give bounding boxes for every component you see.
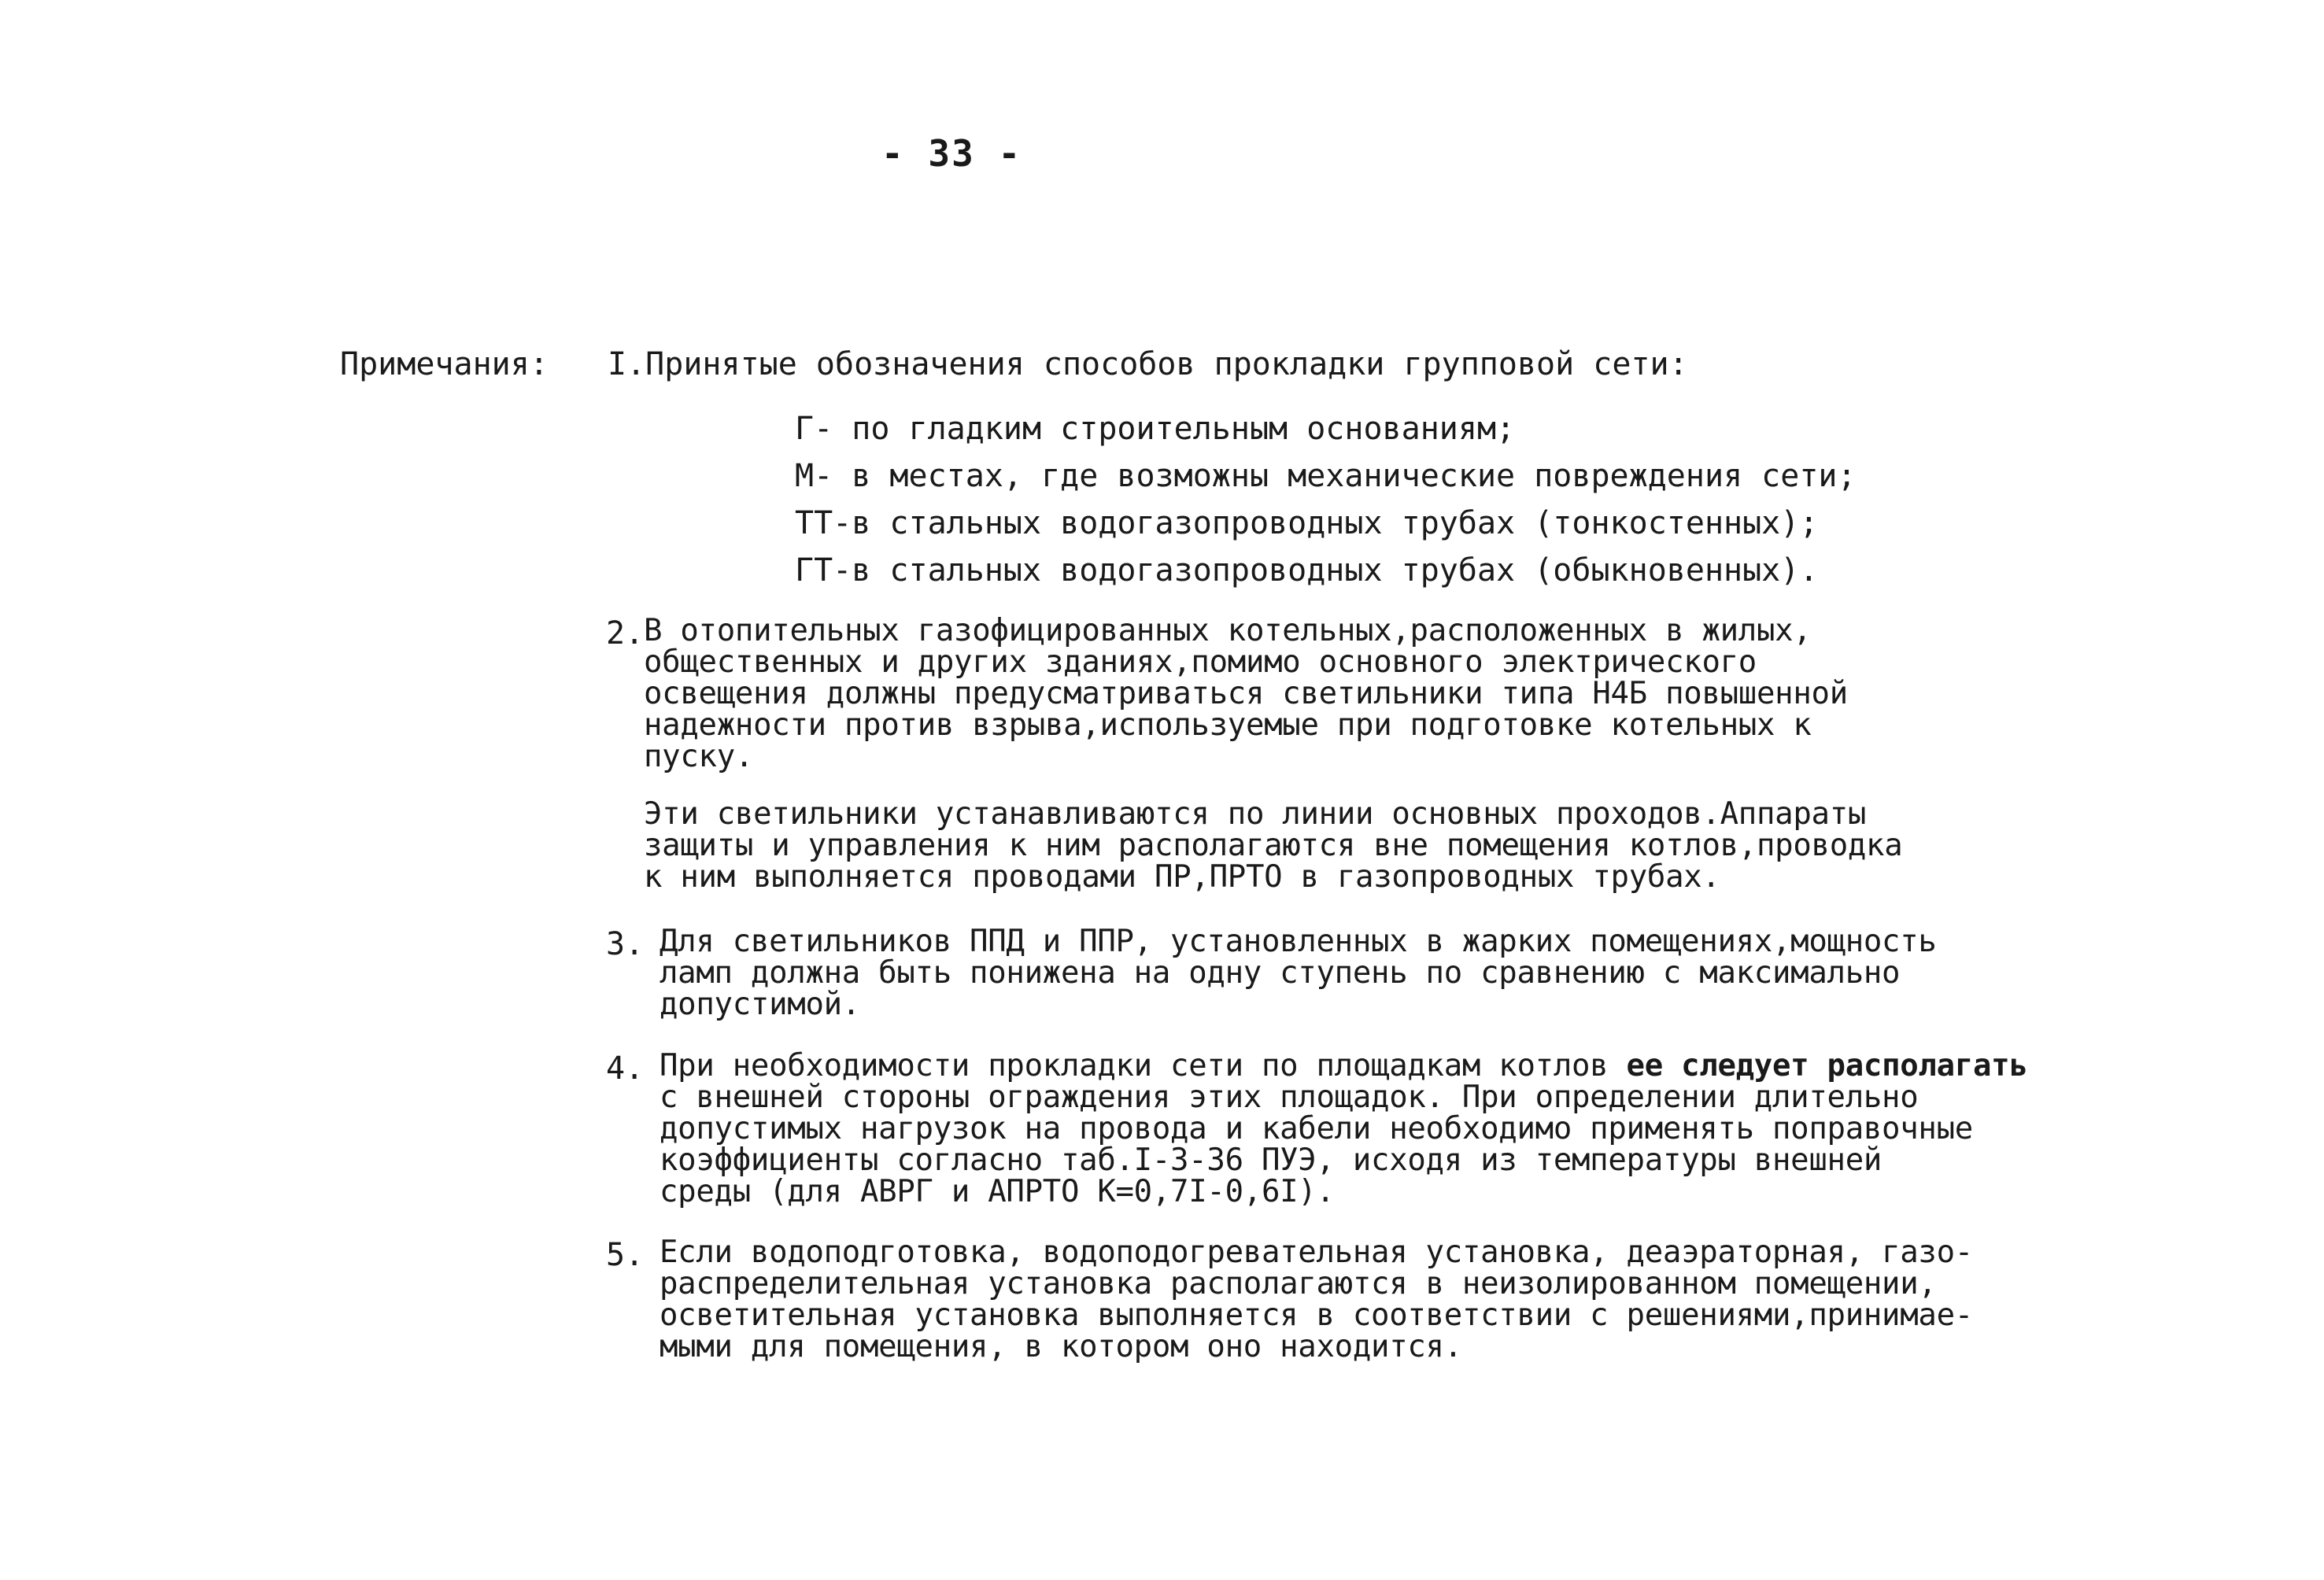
- note3-line: Для светильников ППД и ППР, установленных в жарких помещениях,мощность: [660, 924, 1937, 959]
- note4-line: с внешней стороны ограждения этих площадок. При определении длительно: [660, 1080, 1919, 1115]
- note2-line: освещения должны предусматриваться светильники типа Н4Б повышенной: [644, 676, 1848, 711]
- note2-number: 2.: [606, 615, 645, 652]
- note3-number: 3.: [606, 926, 645, 962]
- note2-paragraph-2: [644, 796, 1903, 895]
- note5-line: мыми для помещения, в котором оно находится.: [660, 1329, 1462, 1364]
- note2-line: Эти светильники устанавливаются по линии основных проходов.Аппараты: [644, 796, 1867, 832]
- note4-line-1-text: При необходимости прокладки сети по площадкам котлов: [660, 1048, 1627, 1083]
- note2-line: пуску.: [644, 739, 754, 774]
- note5-number: 5.: [606, 1237, 645, 1273]
- note3-line: допустимой.: [660, 987, 860, 1022]
- note3-paragraph: [660, 926, 1937, 1021]
- legend-item-m: М- в местах, где возможны механические повреждения сети;: [795, 458, 1857, 494]
- note2-line: защиты и управления к ним располагаются вне помещения котлов,проводка: [644, 828, 1903, 863]
- note5-line: осветительная установка выполняется в соответствии с решениями,принимае-: [660, 1298, 1973, 1333]
- note3-line: ламп должна быть понижена на одну ступень по сравнению с максимально: [660, 955, 1901, 991]
- legend-item-g: Г- по гладким строительным основаниям;: [795, 411, 1516, 447]
- note2-line: надежности против взрыва,используемые при подготовке котельных к: [644, 707, 1812, 743]
- note1-heading: I.Принятые обозначения способов прокладки групповой сети:: [608, 346, 1688, 382]
- note2-line: к ним выполняется проводами ПР,ПРТО в газопроводных трубах.: [644, 859, 1720, 895]
- note5-line: распределительная установка располагаются в неизолированном помещении,: [660, 1266, 1937, 1301]
- note4-paragraph: [660, 1050, 2028, 1208]
- note5-paragraph: [660, 1237, 1973, 1363]
- note4-line: коэффициенты согласно таб.I-3-36 ПУЭ, исходя из температуры внешней: [660, 1143, 1882, 1178]
- note4-number: 4.: [606, 1050, 645, 1087]
- note4-line: допустимых нагрузок на провода и кабели необходимо применять поправочные: [660, 1111, 1973, 1146]
- legend-item-tt: ТТ-в стальных водогазопроводных трубах (тонкостенных);: [795, 505, 1819, 541]
- page-number: - 33 -: [881, 132, 1022, 175]
- legend-item-gt: ГТ-в стальных водогазопроводных трубах (обыкновенных).: [795, 552, 1819, 589]
- note2-line: В отопительных газофицированных котельных,расположенных в жилых,: [644, 613, 1812, 648]
- note5-line: Если водоподготовка, водоподогревательная установка, деаэраторная, газо-: [660, 1235, 1973, 1270]
- note4-line-1: [660, 1050, 2028, 1082]
- note2-paragraph: [644, 615, 1848, 773]
- notes-label: Примечания:: [340, 346, 549, 382]
- note4-line: среды (для АВРГ и АПРТО К=0,7I-0,6I).: [660, 1174, 1335, 1209]
- note4-line-1-bold: ее следует располагать: [1626, 1048, 2028, 1083]
- note2-line: общественных и других зданиях,помимо основного электрического: [644, 644, 1757, 680]
